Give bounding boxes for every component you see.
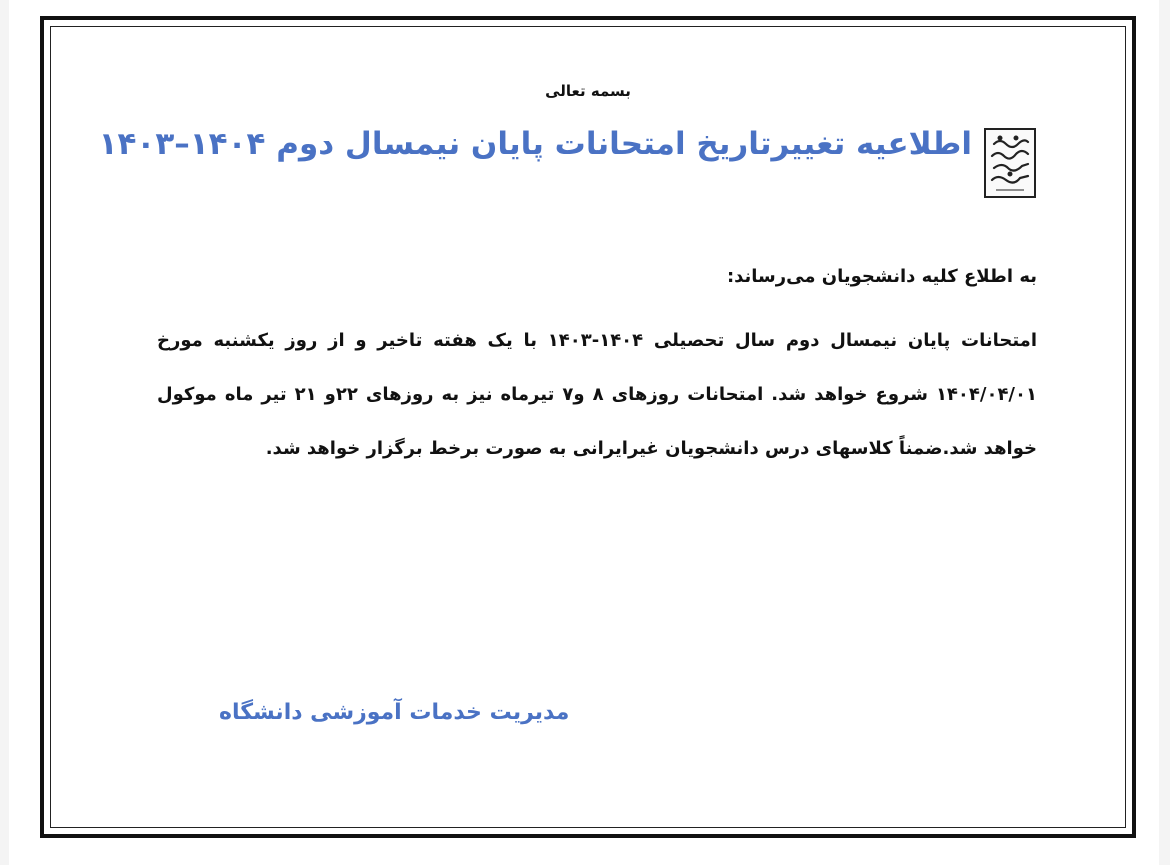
intro-line: به اطلاع کلیه دانشجویان می‌رساند: [726,266,1037,287]
outer-border [40,16,1136,838]
document-page [9,0,1159,865]
university-seal-icon [984,128,1036,198]
signature: مدیریت خدمات آموزشی دانشگاه [219,700,570,725]
bismillah-heading: بسمه تعالی [545,82,631,100]
announcement-title: اطلاعیه تغییرتاریخ امتحانات پایان نیمسال دوم ۱۴۰۴–۱۴۰۳ [98,126,972,162]
announcement-body [157,260,1037,476]
main-paragraph: امتحانات پایان نیمسال دوم سال تحصیلی ۱۴۰۴-۱۴۰۳ با یک هفته تاخیر و از روز یکشنبه مورخ ۱۴۰۴/۰۴/۰۱ شروع خواهد شد. امتحانات روزهای ۸ و۷ تیرماه نیز به روزهای ۲۲و ۲۱ تیر ماه موکول خواهد شد.ضمناً کلاسهای درس دانشجویان غیرایرانی به صورت برخط برگزار خواهد شد. [157,330,1037,459]
